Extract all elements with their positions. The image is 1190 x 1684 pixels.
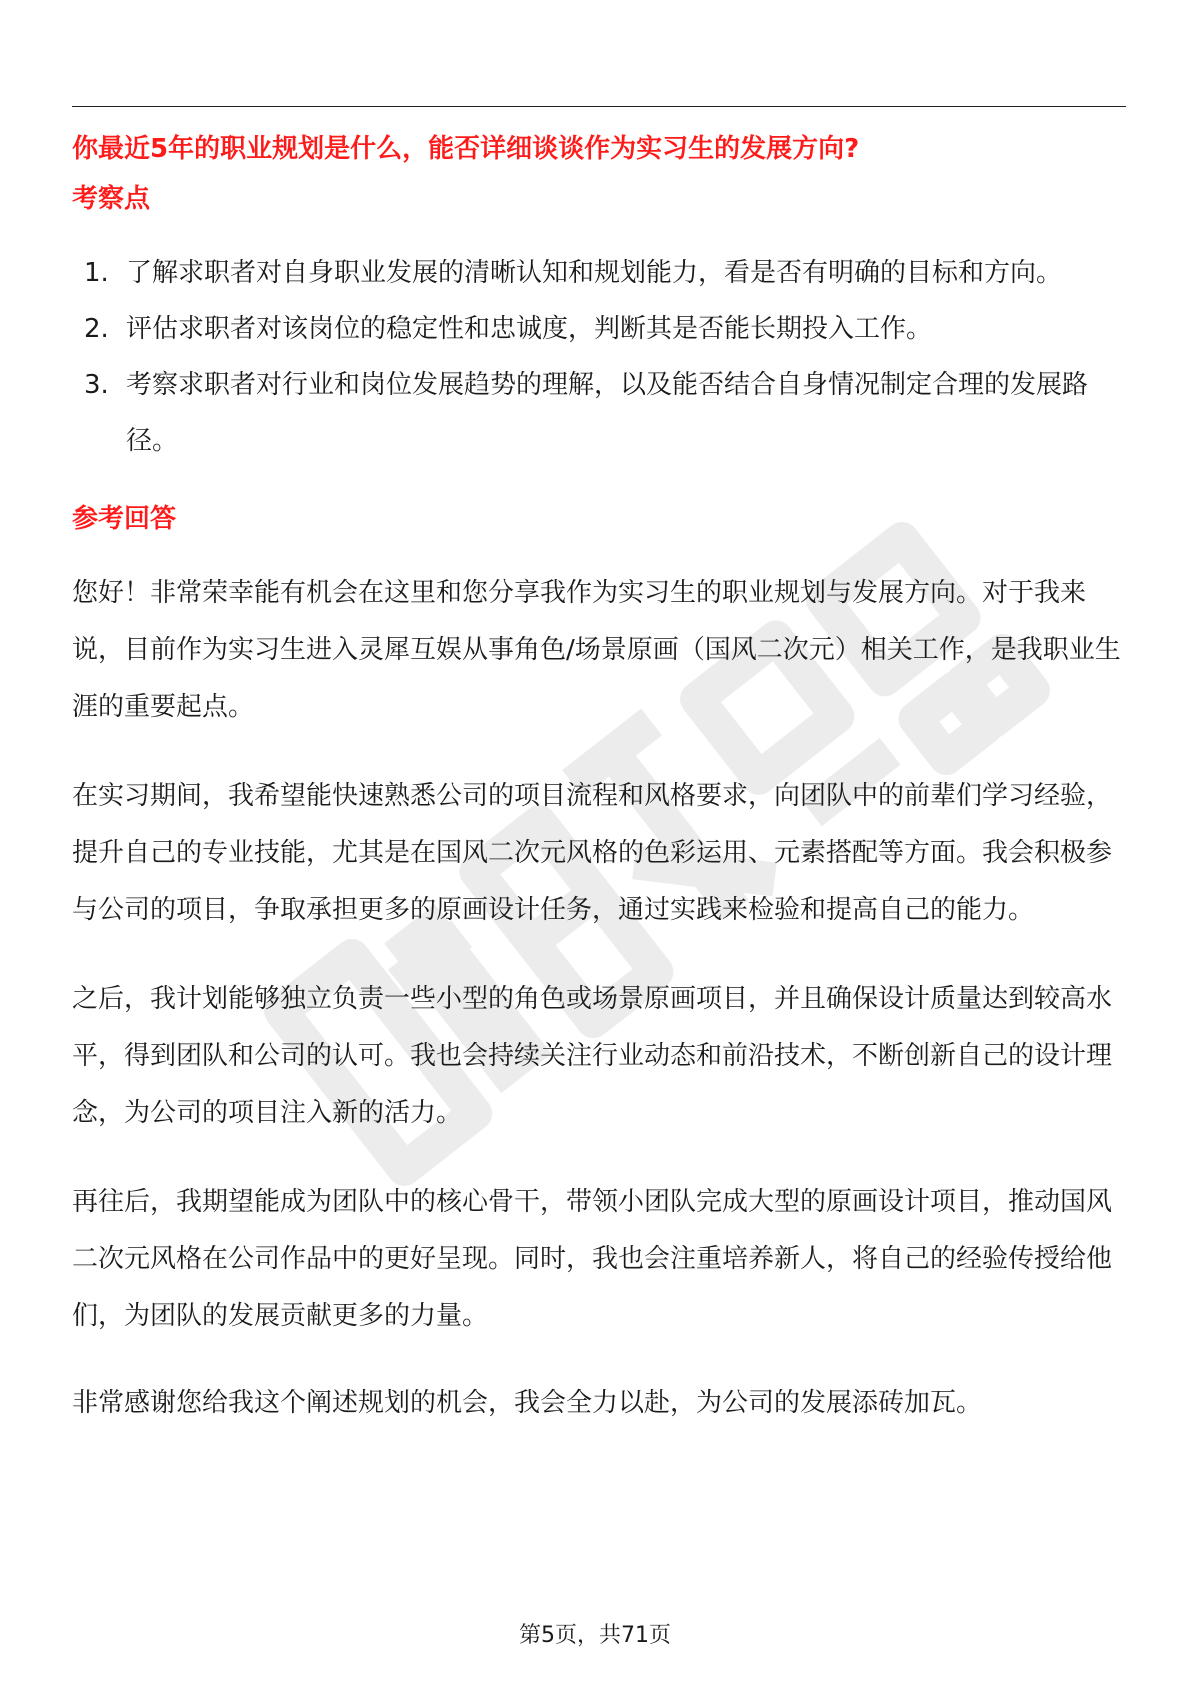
answer-paragraph: 您好！非常荣幸能有机会在这里和您分享我作为实习生的职业规划与发展方向。对于我来说，目前作为实习生进入灵犀互娱从事角色/场景原画（国风二次元）相关工作，是我职业生涯的重要起点。 [72, 578, 1121, 722]
list-item-number: 3. [84, 370, 109, 400]
list-item [72, 357, 1126, 469]
answer-heading: 参考回答 [72, 504, 177, 534]
answer-paragraph: 非常感谢您给我这个阐述规划的机会，我会全力以赴，为公司的发展添砖加瓦。 [72, 1388, 983, 1418]
list-item-text: 考察求职者对行业和岗位发展趋势的理解，以及能否结合自身情况制定合理的发展路径。 [126, 370, 1089, 456]
list-item-number: 1. [84, 258, 109, 288]
main-content [72, 124, 1126, 1432]
list-item [72, 301, 1126, 357]
answer-paragraph: 之后，我计划能够独立负责一些小型的角色或场景原画项目，并且确保设计质量达到较高水平，得到团队和公司的认可。我也会持续关注行业动态和前沿技术，不断创新自己的设计理念，为公司的项目注入新的活力。 [72, 984, 1113, 1128]
points-list [72, 245, 1126, 469]
list-item-number: 2. [84, 314, 109, 344]
points-heading: 考察点 [72, 184, 151, 214]
list-item-text: 评估求职者对该岗位的稳定性和忠诚度，判断其是否能长期投入工作。 [126, 314, 933, 344]
answer-paragraph: 再往后，我期望能成为团队中的核心骨干，带领小团队完成大型的原画设计项目，推动国风二次元风格在公司作品中的更好呈现。同时，我也会注重培养新人，将自己的经验传授给他们，为团队的发展贡献更多的力量。 [72, 1187, 1113, 1331]
list-item-text: 了解求职者对自身职业发展的清晰认知和规划能力，看是否有明确的目标和方向。 [126, 258, 1063, 288]
page-number: 第5页，共71页 [519, 1623, 671, 1648]
top-divider [72, 106, 1126, 107]
question-title: 你最近5年的职业规划是什么，能否详细谈谈作为实习生的发展方向? [72, 134, 860, 164]
list-item [72, 245, 1126, 301]
answer-paragraph: 在实习期间，我希望能快速熟悉公司的项目流程和风格要求，向团队中的前辈们学习经验，提升自己的专业技能，尤其是在国风二次元风格的色彩运用、元素搭配等方面。我会积极参与公司的项目，争取承担更多的原画设计任务，通过实践来检验和提高自己的能力。 [72, 781, 1113, 925]
